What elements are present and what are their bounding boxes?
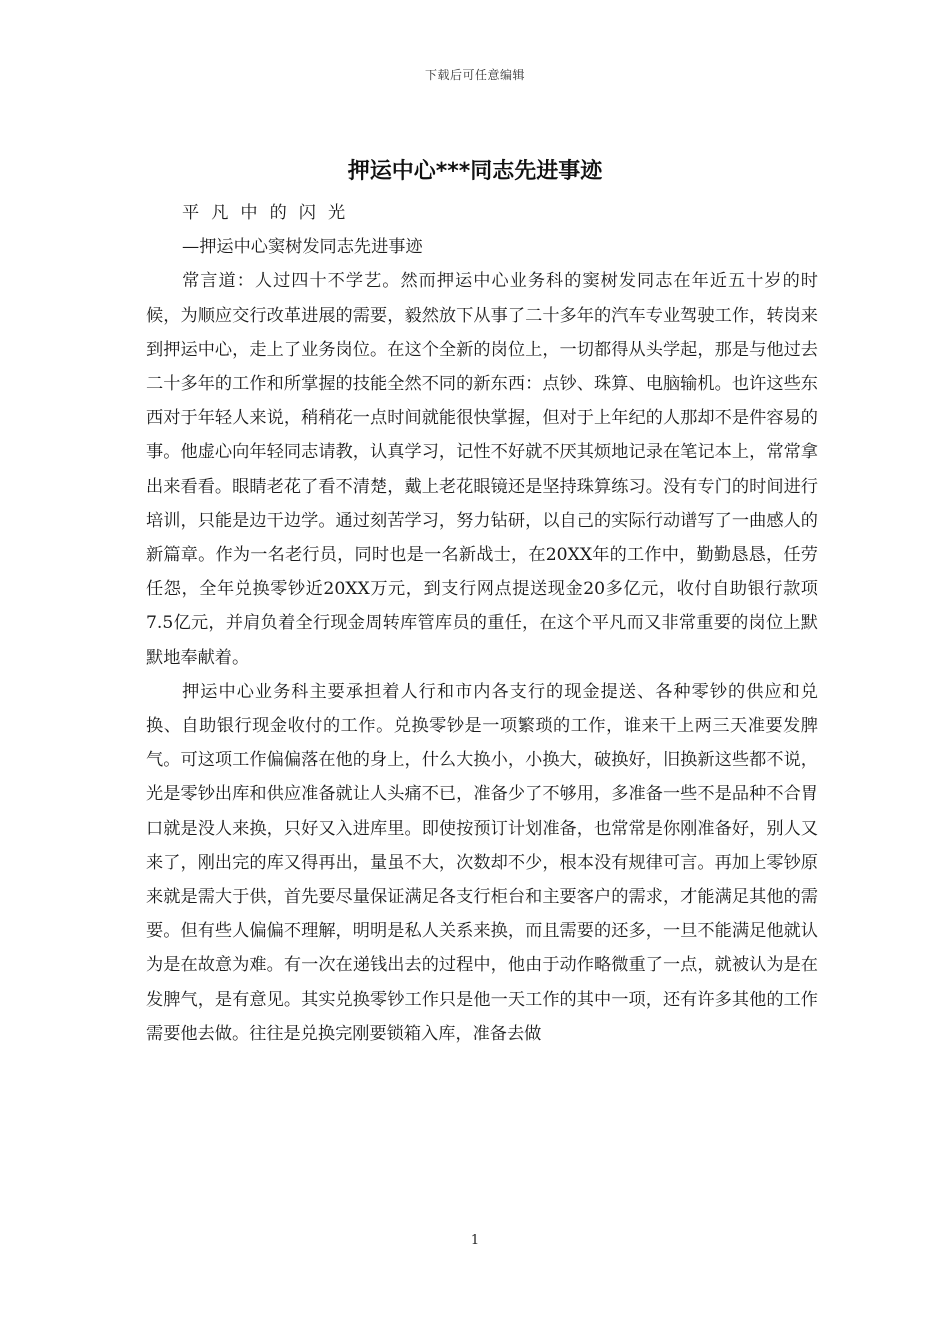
document-body bbox=[146, 196, 818, 1051]
paragraph-1: 常言道：人过四十不学艺。然而押运中心业务科的窦树发同志在年近五十岁的时候，为顺应交行改革进展的需要，毅然放下从事了二十多年的汽车专业驾驶工作，转岗来到押运中心，走上了业务岗位。在这个全新的岗位上，一切都得从头学起，那是与他过去二十多年的工作和所掌握的技能全然不同的新东西：点钞、珠算、电脑输机。也许这些东西对于年轻人来说，稍稍花一点时间就能很快掌握，但对于上年纪的人那却不是件容易的事。他虚心向年轻同志请教，认真学习，记性不好就不厌其烦地记录在笔记本上，常常拿出来看看。眼睛老花了看不清楚，戴上老花眼镜还是坚持珠算练习。没有专门的时间进行培训，只能是边干边学。通过刻苦学习，努力钻研，以自己的实际行动谱写了一曲感人的新篇章。作为一名老行员，同时也是一名新战士，在20XX年的工作中，勤勤恳恳，任劳任怨，全年兑换零钞近20XX万元，到支行网点提送现金20多亿元，收付自助银行款项7.5亿元，并肩负着全行现金周转库管库员的重任，在这个平凡而又非常重要的岗位上默默地奉献着。 bbox=[146, 271, 818, 668]
page-number: 1 bbox=[470, 1233, 480, 1248]
paragraph-2: 押运中心业务科主要承担着人行和市内各支行的现金提送、各种零钞的供应和兑换、自助银行现金收付的工作。兑换零钞是一项繁琐的工作，谁来干上两三天准要发脾气。可这项工作偏偏落在他的身上，什么大换小，小换大，破换好，旧换新这些都不说，光是零钞出库和供应准备就让人头痛不已，准备少了不够用，多准备一些不是品种不合胃口就是没人来换，只好又入进库里。即使按预订计划准备，也常常是你刚准备好，别人又来了，刚出完的库又得再出，量虽不大，次数却不少，根本没有规律可言。再加上零钞原来就是需大于供，首先要尽量保证满足各支行柜台和主要客户的需求，才能满足其他的需要。但有些人偏偏不理解，明明是私人关系来换，而且需要的还多，一旦不能满足他就认为是在故意为难。有一次在递钱出去的过程中，他由于动作略微重了一点，就被认为是在发脾气，是有意见。其实兑换零钞工作只是他一天工作的其中一项，还有许多其他的工作需要他去做。往往是兑换完刚要锁箱入库，准备去做 bbox=[146, 681, 818, 1044]
header-note: 下载后可任意编辑 bbox=[424, 68, 525, 82]
subtitle: —押运中心窦树发同志先进事迹 bbox=[182, 237, 423, 258]
document-title: 押运中心***同志先进事迹 bbox=[347, 159, 603, 184]
subheading: 平凡中的闪光 bbox=[182, 203, 358, 223]
